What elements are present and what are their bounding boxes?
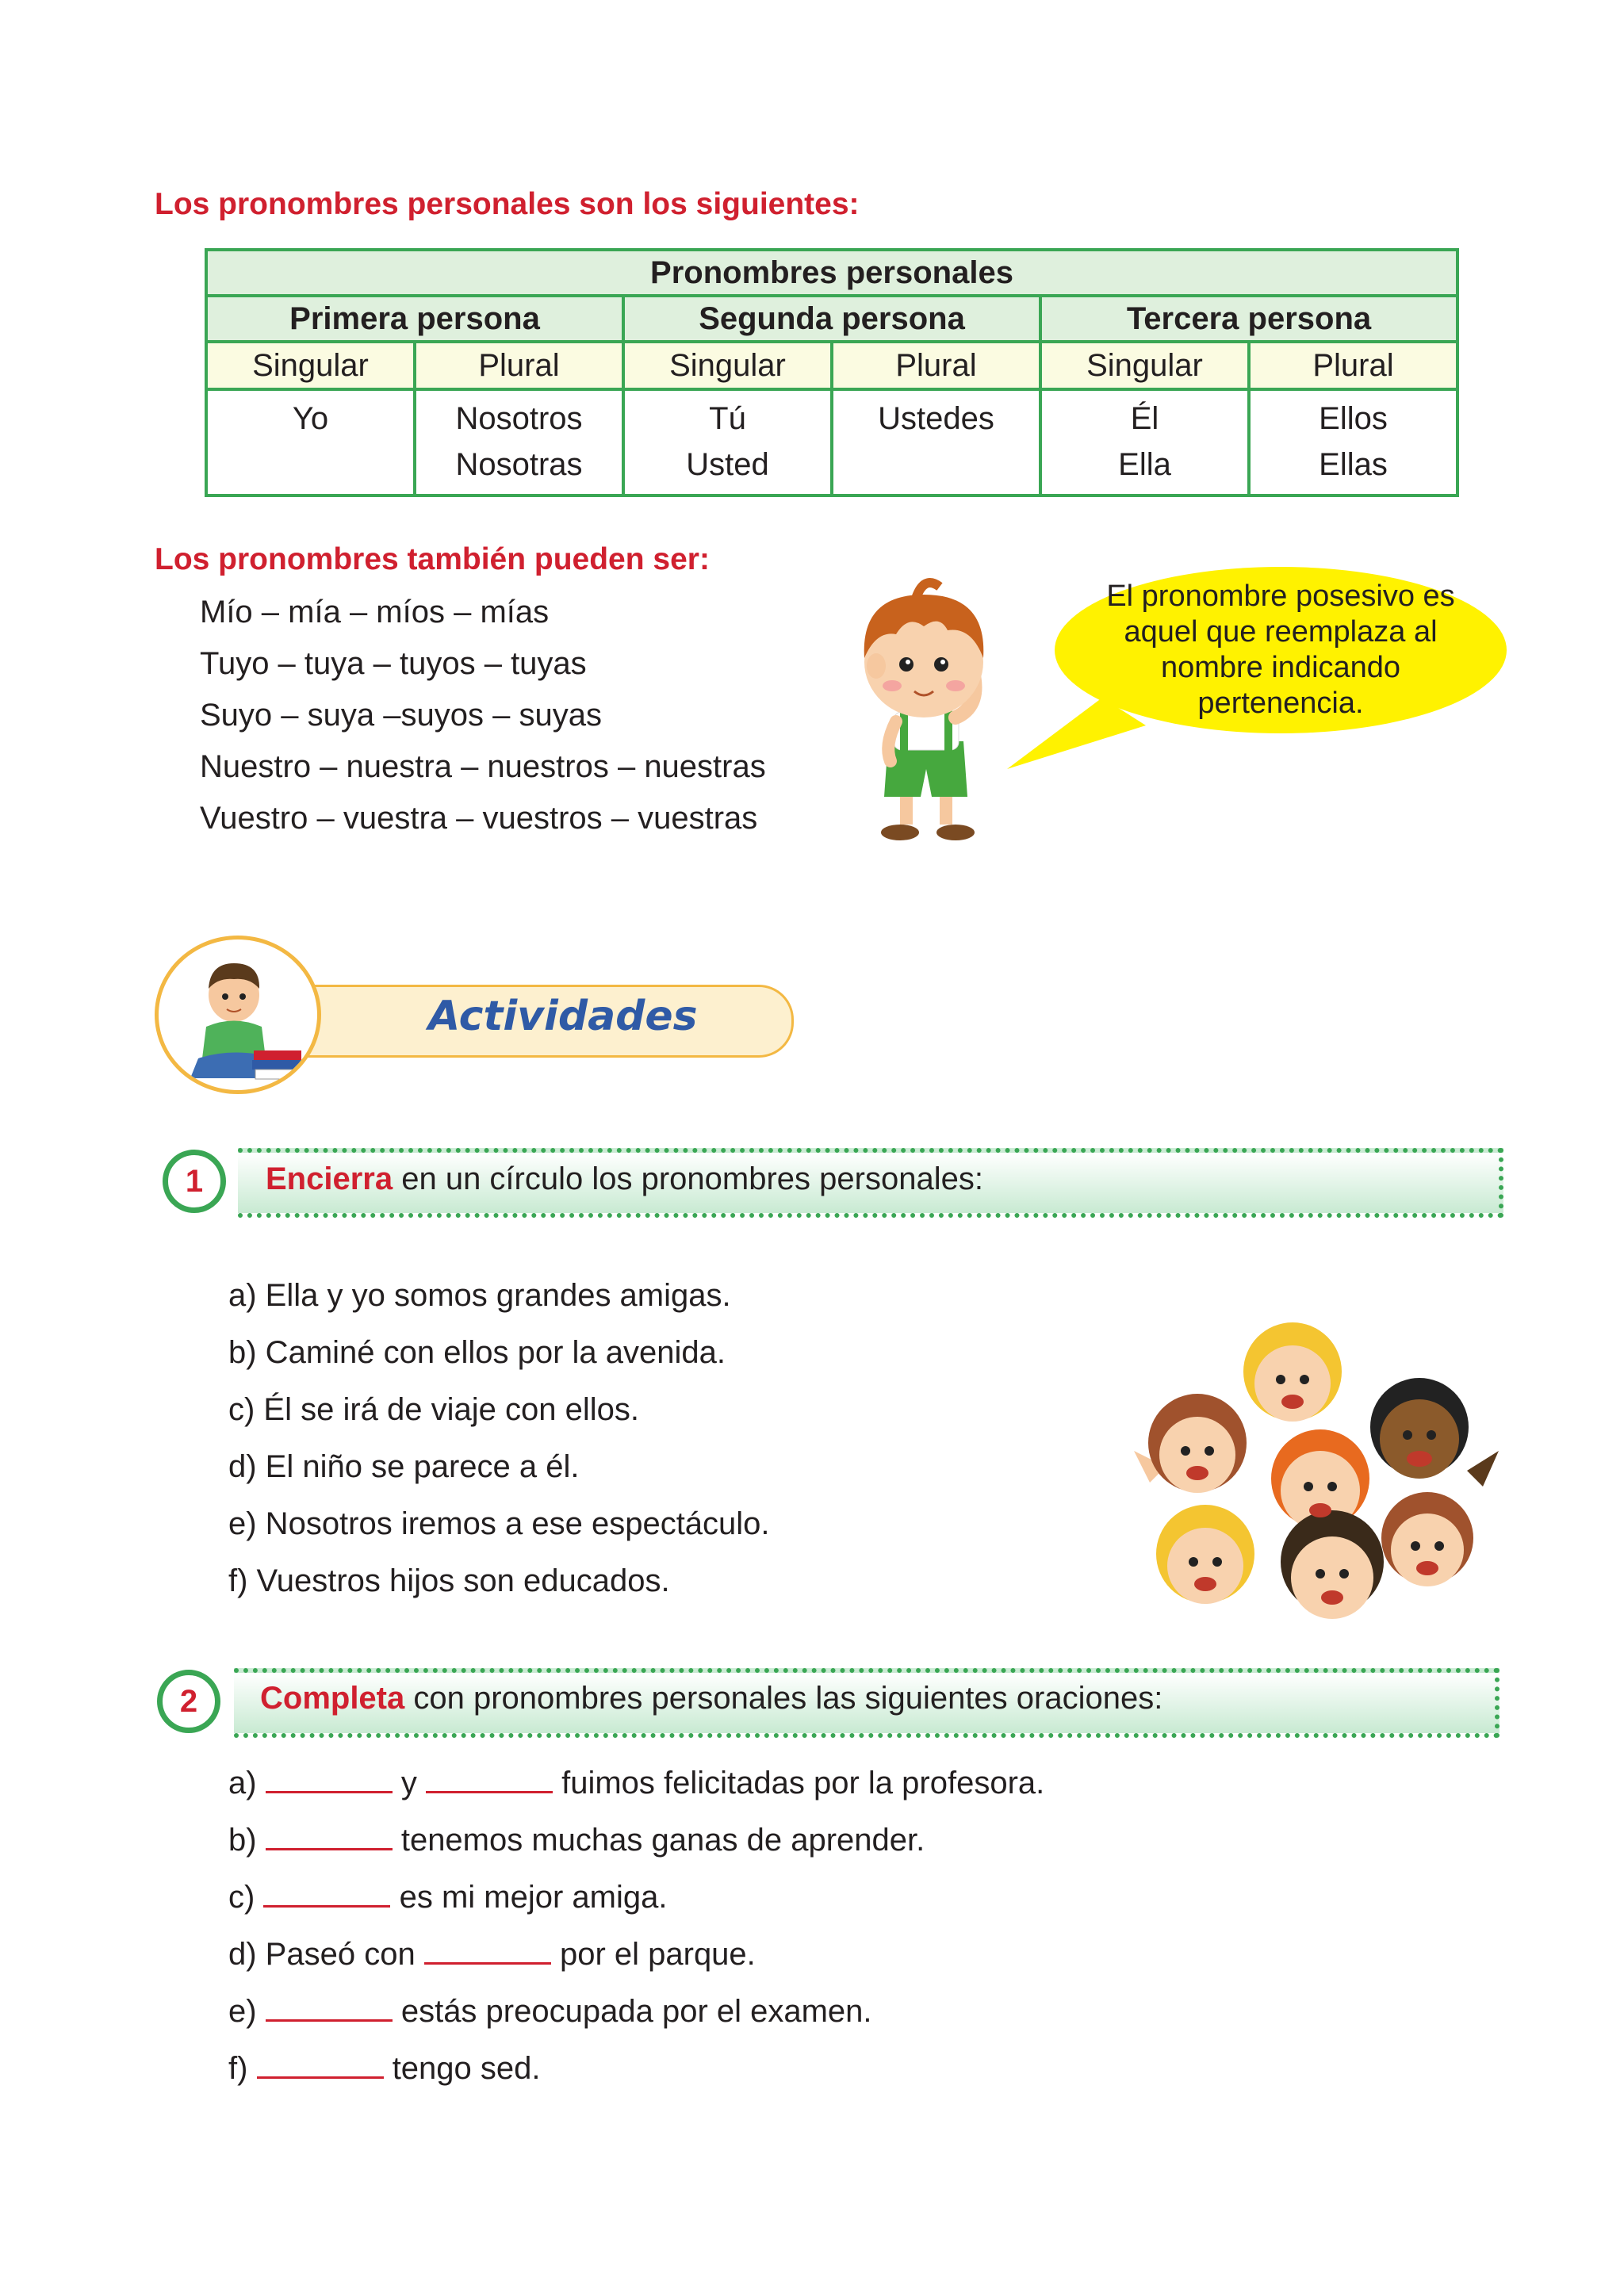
- exercise-2-item: [228, 1878, 667, 1915]
- exercise-1-item: f) Vuestros hijos son educados.: [228, 1563, 670, 1598]
- pronoun-text: Él: [1130, 401, 1159, 436]
- possessive-line: Suyo – suya –suyos – suyas: [200, 698, 602, 733]
- children-group-illustration: [1118, 1308, 1515, 1641]
- item-suffix: tenemos muchas ganas de aprender.: [400, 1823, 925, 1858]
- table-subheader: Plural: [1249, 342, 1457, 389]
- item-connector: y: [400, 1766, 417, 1800]
- table-cell: [1249, 389, 1457, 496]
- item-prefix: a): [228, 1766, 257, 1800]
- answer-blank[interactable]: [266, 1992, 393, 2022]
- pronoun-text: Ella: [1118, 447, 1171, 482]
- exercise-1-instruction: [266, 1161, 983, 1197]
- table-cell: [832, 389, 1040, 496]
- pronoun-text: Ellos: [1319, 401, 1388, 436]
- item-suffix: fuimos felicitadas por la profesora.: [561, 1766, 1045, 1800]
- table-header-third-person: Tercera persona: [1040, 296, 1457, 342]
- table-subheader: Plural: [415, 342, 623, 389]
- reading-boy-icon: [159, 939, 317, 1090]
- item-prefix: d) Paseó con: [228, 1937, 416, 1972]
- answer-blank[interactable]: [266, 1764, 393, 1793]
- pronoun-text: Nosotras: [455, 447, 583, 482]
- item-suffix: por el parque.: [559, 1937, 756, 1972]
- exercise-2-verb: Completa: [260, 1681, 405, 1716]
- answer-blank[interactable]: [266, 1821, 393, 1850]
- possessive-line: Mío – mía – míos – mías: [200, 595, 550, 629]
- answer-blank[interactable]: [424, 1935, 551, 1965]
- item-suffix: estás preocupada por el examen.: [400, 1994, 872, 2029]
- speech-bubble-text: El pronombre posesivo es aquel que reemplaza al nombre indicando pertenencia.: [1106, 580, 1455, 720]
- pronoun-text: Ustedes: [878, 401, 994, 436]
- exercise-1-number: 1: [163, 1150, 226, 1213]
- exercise-2-item: [228, 1764, 1044, 1801]
- item-suffix: es mi mejor amiga.: [399, 1880, 668, 1915]
- pronoun-text: Usted: [686, 447, 769, 482]
- table-subheader: Singular: [623, 342, 832, 389]
- answer-blank[interactable]: [426, 1764, 553, 1793]
- pronoun-text: Yo: [292, 401, 329, 436]
- item-prefix: c): [228, 1880, 255, 1915]
- table-subheader: Singular: [206, 342, 415, 389]
- table-subheader: Plural: [832, 342, 1040, 389]
- exercise-2-instruction: [260, 1681, 1162, 1716]
- exercise-1-item: a) Ella y yo somos grandes amigas.: [228, 1278, 731, 1313]
- pronoun-text: Ellas: [1319, 447, 1388, 482]
- exercise-2-item: [228, 2049, 541, 2087]
- exercise-1-item: e) Nosotros iremos a ese espectáculo.: [228, 1506, 770, 1541]
- table-header-second-person: Segunda persona: [623, 296, 1040, 342]
- possessive-line: Tuyo – tuya – tuyos – tuyas: [200, 646, 587, 681]
- personal-pronouns-table: [205, 248, 1459, 497]
- possessive-line: Vuestro – vuestra – vuestros – vuestras: [200, 801, 758, 836]
- table-subheader: Singular: [1040, 342, 1249, 389]
- table-cell: [206, 389, 415, 496]
- answer-blank[interactable]: [263, 1878, 390, 1908]
- section-heading-personal-pronouns: Los pronombres personales son los siguientes:: [155, 187, 860, 221]
- section-heading-possessive-pronouns: Los pronombres también pueden ser:: [155, 542, 710, 576]
- exercise-1-item: c) Él se irá de viaje con ellos.: [228, 1392, 640, 1427]
- answer-blank[interactable]: [257, 2049, 384, 2079]
- item-prefix: f): [228, 2051, 248, 2086]
- exercise-2-item: [228, 1821, 925, 1858]
- table-cell: [1040, 389, 1249, 496]
- table-title: Pronombres personales: [206, 250, 1457, 296]
- item-prefix: e): [228, 1994, 257, 2029]
- activities-title: Actividades: [428, 993, 698, 1040]
- exercise-2-number: 2: [157, 1670, 220, 1733]
- table-header-first-person: Primera persona: [206, 296, 623, 342]
- possessive-line: Nuestro – nuestra – nuestros – nuestras: [200, 749, 766, 784]
- pronoun-text: Tú: [709, 401, 746, 436]
- item-suffix: tengo sed.: [392, 2051, 541, 2086]
- pronoun-text: Nosotros: [455, 401, 583, 436]
- exercise-1-instruction-text: en un círculo los pronombres personales:: [393, 1161, 983, 1196]
- exercise-2-item: [228, 1992, 872, 2030]
- exercise-2-item: [228, 1935, 756, 1973]
- exercise-1-verb: Encierra: [266, 1161, 393, 1196]
- exercise-1-item: d) El niño se parece a él.: [228, 1449, 580, 1484]
- exercise-1-item: b) Caminé con ellos por la avenida.: [228, 1335, 726, 1370]
- exercise-2-instruction-text: con pronombres personales las siguientes oraciones:: [404, 1681, 1163, 1716]
- item-prefix: b): [228, 1823, 257, 1858]
- activities-emblem: [155, 936, 321, 1094]
- boy-illustration: [821, 571, 1027, 848]
- table-cell: [415, 389, 623, 496]
- table-cell: [623, 389, 832, 496]
